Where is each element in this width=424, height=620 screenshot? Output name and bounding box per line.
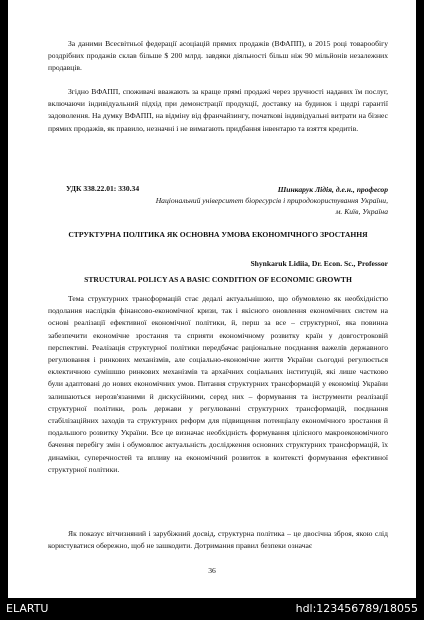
paragraph-text: Згідно ВФАПП, споживачі вважають за краще прямі продажі через зручності наданих їм послуг, включаючи індивідуальний підхід при демонстрації продукції, доставку на будинок і щедрі гарантії задоволення. На думку ВФАПП, на відміну від франчайзингу, початкові індивідуальні витрати на бізнес прямих продажів, як правило, незначні і не вимагають придбання інвентарю та взяття кредитів. xyxy=(48,87,388,133)
udc-code: УДК 338.22.01: 330.34 xyxy=(66,184,140,193)
paragraph-text: Як показує вітчизняний і зарубіжний досвід, структурна політика – це двосічна зброя, якою слід користуватися обережно, щоб не зашкодити. Дотримання правил безпеки означає xyxy=(48,529,388,551)
author-name-en: Shynkaruk Lidiia, Dr. Econ. Sc., Professor xyxy=(250,259,388,268)
footer-bar xyxy=(0,598,424,620)
article-title-en: STRUCTURAL POLICY AS A BASIC CONDITION OF ECONOMIC GROWTH xyxy=(84,275,352,284)
author-affiliation-line1: Національний університет біоресурсів і природокористування України, xyxy=(155,196,388,205)
paragraph-text: Тема структурних трансформацій стає дедалі актуальнішою, що обумовлено як необхідністю подолання наслідків фінансово-економічної кризи, так і якісного оновлення економічних систем на основі реалізації ефективної економічної політики, й, перш за все – структурної, яка повинна забезпечити економічне зростання та сприяти економічному розвитку країн у довгостроковій перспективі. Реалізація структурної політики передбачає раціональне поєднання важелів державного регулювання і ринкових механізмів, але соціально-економічне життя України сьогодні регулюється еклектичною сумішшю ринкових механізмів та архаїчних соціальних інституцій, які лише частково були адаптовані до нових економічних умов. Питання структурних трансформацій у економіці України залишаються нерозв'язаними й дискусійними, серед них – формування та інструменти реалізації структурної політики, роль держави у регулюванні структурних трансформацій, поєднання стабілізаційних заходів та структурних реформ для підвищення потенціалу економічного зростання й подальшого розвитку України. Все це визначає необхідність формування цілісного макроекономічного бачення перебігу змін і обумовлює актуальність дослідження основних структурних трансформацій, їх динаміки, суперечностей та впливу на економічний розвиток в контексті формування ефективної структурної політики. xyxy=(48,294,388,474)
repository-label: ELARTU xyxy=(6,602,49,615)
paragraph-text: За даними Всесвітньої федерації асоціацій прямих продажів (ВФАПП), в 2015 році товарообігу роздрібних продажів склав більше $ 200 млрд. завдяки діяльності більш ніж 90 мільйонів незалежних продавців. xyxy=(48,39,388,73)
paragraph-wfdsa-consumers xyxy=(48,86,388,135)
document-page xyxy=(8,0,416,598)
paragraph-wfdsa-turnover xyxy=(48,38,388,75)
article-title-uk: СТРУКТУРНА ПОЛІТИКА ЯК ОСНОВНА УМОВА ЕКОНОМІЧНОГО ЗРОСТАННЯ xyxy=(68,230,368,239)
body-paragraph-2 xyxy=(48,528,388,552)
author-affiliation-line2: м. Київ, Україна xyxy=(335,207,388,216)
author-block-uk xyxy=(88,184,388,217)
handle-id: hdl:123456789/18055 xyxy=(295,602,418,615)
body-paragraph-1 xyxy=(48,293,388,476)
page-number: 36 xyxy=(208,566,216,575)
author-name-uk: Шинкарук Лідія, д.е.н., професор xyxy=(277,185,388,194)
